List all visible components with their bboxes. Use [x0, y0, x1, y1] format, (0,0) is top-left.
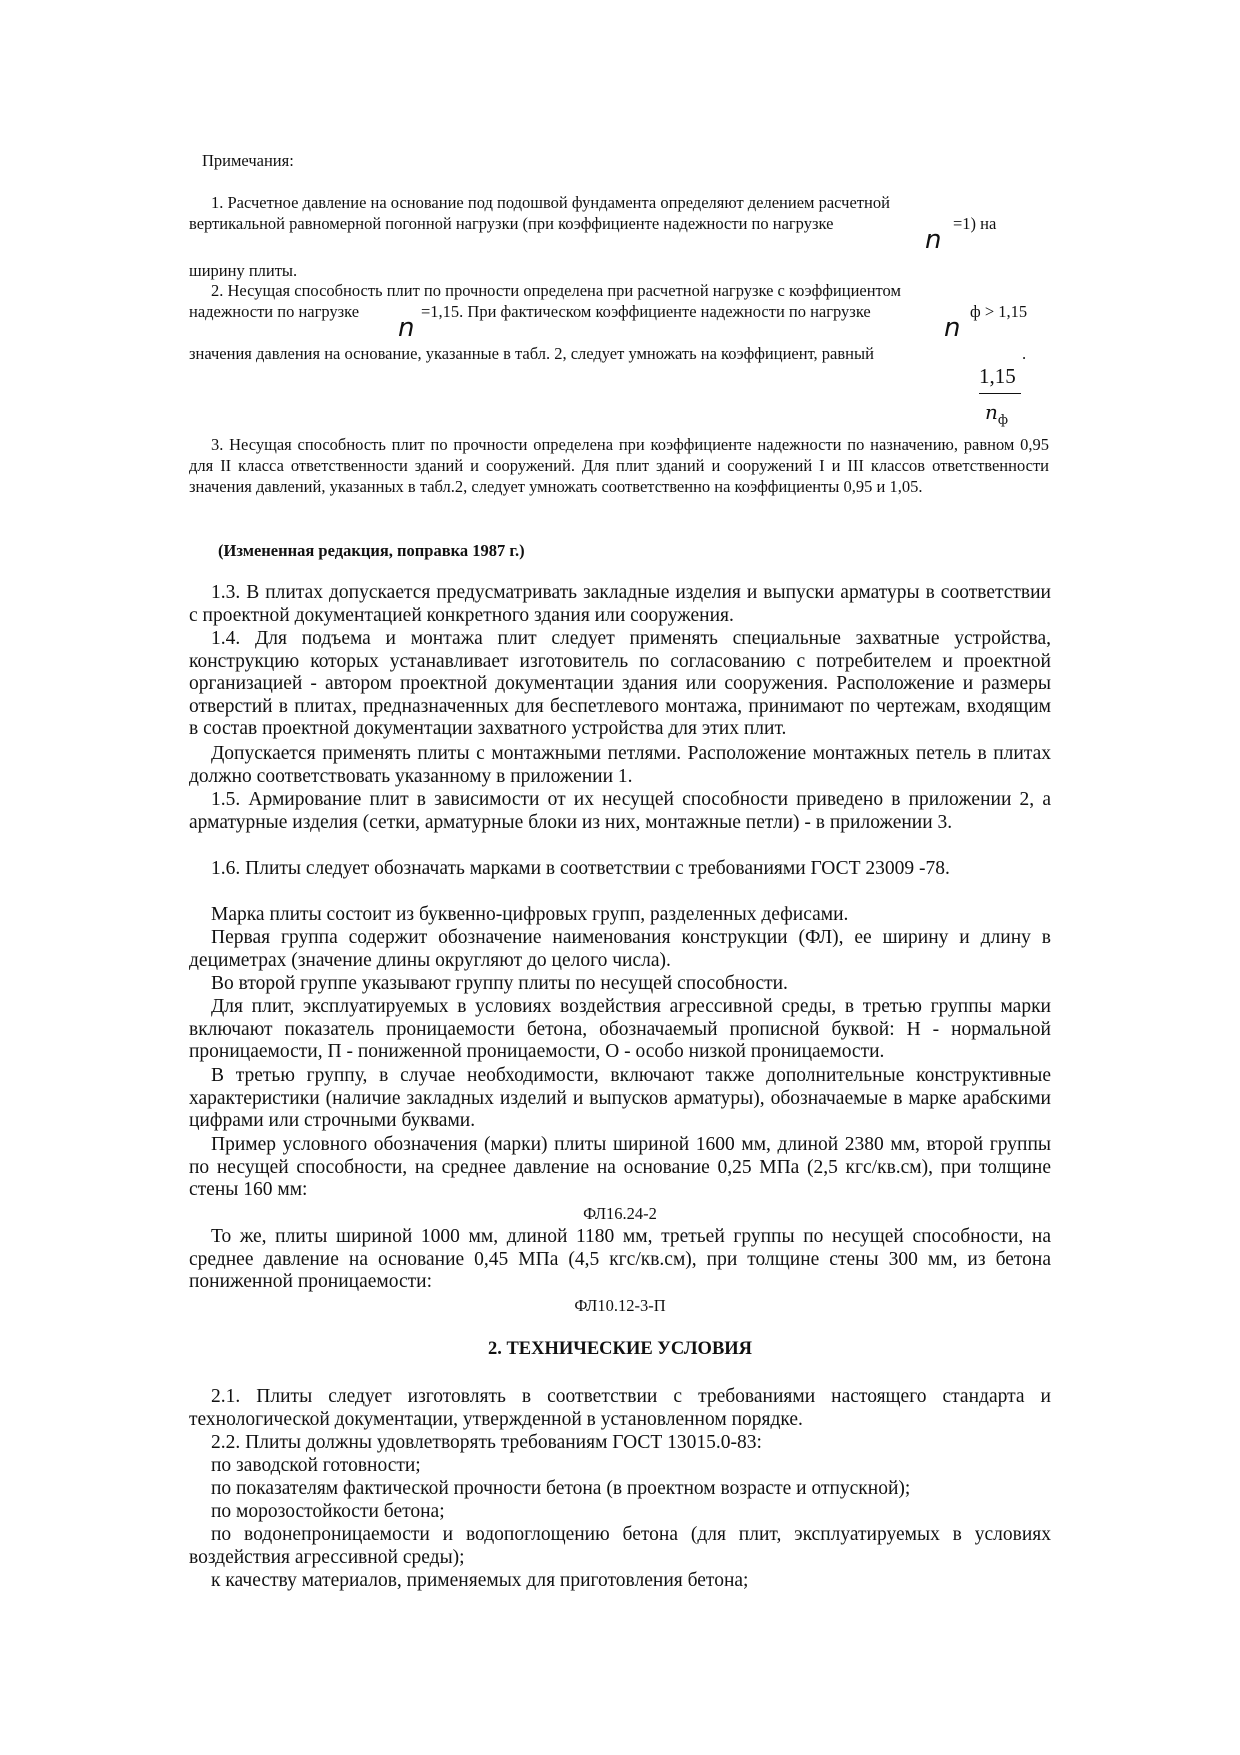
list-item: по заводской готовности; [211, 1455, 421, 1476]
note-1-line-2-end: =1) на [953, 214, 997, 233]
list-item: по морозостойкости бетона; [211, 1501, 445, 1522]
formula-n-symbol: n [925, 225, 942, 255]
paragraph-third-group: В третью группу, в случае необходимости, включают также дополнительные конструктивные характеристики (наличие закладных изделий и выпусков арматуры), обозначаемые в марке арабскими цифрами или строчными буквами. [189, 1065, 1051, 1132]
formula-n-symbol: n [398, 313, 415, 343]
paragraph-mark-structure: Марка плиты состоит из буквенно-цифровых групп, разделенных дефисами. [211, 904, 849, 925]
paragraph-1-5: 1.5. Армирование плит в зависимости от их несущей способности приведено в приложении 2, а арматурные изделия (сетки, арматурные блоки из них, монтажные петли) - в приложении 3. [189, 789, 1051, 833]
fraction-denominator-sub: ф [997, 413, 1009, 428]
note-2-line-2c: ф > 1,15 [970, 302, 1028, 321]
mark-example-1: ФЛ16.24-2 [583, 1204, 657, 1223]
list-item: по водонепроницаемости и водопоглощению бетона (для плит, эксплуатируемых в условиях воздействия агрессивной среды); [189, 1524, 1051, 1568]
amendment-note: (Измененная редакция, поправка 1987 г.) [218, 541, 525, 560]
note-2-line-3-end: . [1022, 344, 1027, 363]
paragraph-example-1: Пример условного обозначения (марки) плиты шириной 1600 мм, длиной 2380 мм, второй группы по несущей способности, на среднее давление на основание 0,25 МПа (2,5 кгс/кв.см), при толщине стены 160 мм: [189, 1134, 1051, 1201]
paragraph-1-3: 1.3. В плитах допускается предусматривать закладные изделия и выпуски арматуры в соответствии с проектной документацией конкретного здания или сооружения. [189, 582, 1051, 626]
notes-title: Примечания: [202, 151, 294, 170]
note-1-line-1: 1. Расчетное давление на основание под подошвой фундамента определяют делением расчетной [211, 193, 890, 212]
note-3: 3. Несущая способность плит по прочности определена при коэффициенте надежности по назначению, равном 0,95 для II класса ответственности зданий и сооружений. Для плит зданий и сооружений I и III классов ответственности значения давлений, указанных в табл.2, следует умножать соответственно на коэффициенты 0,95 и 1,05. [189, 435, 1049, 496]
list-item: к качеству материалов, применяемых для приготовления бетона; [211, 1570, 749, 1591]
paragraph-2-2: 2.2. Плиты должны удовлетворять требованиям ГОСТ 13015.0-83: [211, 1432, 762, 1453]
paragraph-aggressive-env: Для плит, эксплуатируемых в условиях воздействия агрессивной среды, в третью группы марки включают показатель проницаемости бетона, обозначаемый прописной буквой: Н - нормальной проницаемости, П - пониженной проницаемости, О - особо низкой проницаемости. [189, 996, 1051, 1063]
fraction-denominator [985, 400, 1008, 428]
paragraph-1-6: 1.6. Плиты следует обозначать марками в соответствии с требованиями ГОСТ 23009 -78. [211, 858, 950, 879]
section-2-heading: 2. ТЕХНИЧЕСКИЕ УСЛОВИЯ [487, 1339, 753, 1359]
note-1-line-2: вертикальной равномерной погонной нагрузки (при коэффициенте надежности по нагрузке [189, 214, 834, 233]
note-2-line-2a: надежности по нагрузке [189, 302, 360, 321]
paragraph-second-group: Во второй группе указывают группу плиты по несущей способности. [211, 973, 788, 994]
note-2-line-2b: =1,15. При фактическом коэффициенте надежности по нагрузке [421, 302, 871, 321]
mark-example-2: ФЛ10.12-3-П [574, 1296, 666, 1315]
paragraph-2-1: 2.1. Плиты следует изготовлять в соответствии с требованиями настоящего стандарта и технологической документации, утвержденной в установленном порядке. [189, 1386, 1051, 1430]
fraction-denominator-n: n [985, 400, 998, 424]
fraction-numerator: 1,15 [979, 364, 1016, 388]
note-2-line-1: 2. Несущая способность плит по прочности определена при расчетной нагрузке с коэффициентом [211, 281, 901, 300]
formula-n-symbol: n [944, 313, 961, 343]
paragraph-1-4: 1.4. Для подъема и монтажа плит следует применять специальные захватные устройства, конструкцию которых устанавливает изготовитель по согласованию с потребителем и проектной организацией - автором проектной документации здания или сооружения. Расположение и размеры отверстий в плитах, предназначенных для беспетлевого монтажа, принимают по чертежам, входящим в состав проектной документации захватного устройства для этих плит. [189, 628, 1051, 740]
paragraph-1-4-loops: Допускается применять плиты с монтажными петлями. Расположение монтажных петель в плитах должно соответствовать указанному в приложении 1. [189, 743, 1051, 787]
note-1-line-3: ширину плиты. [189, 261, 298, 280]
paragraph-example-2: То же, плиты шириной 1000 мм, длиной 1180 мм, третьей группы по несущей способности, на среднее давление на основание 0,45 МПа (4,5 кгс/кв.см), при толщине стены 300 мм, из бетона пониженной проницаемости: [189, 1226, 1051, 1293]
paragraph-first-group: Первая группа содержит обозначение наименования конструкции (ФЛ), ее ширину и длину в дециметрах (значение длины округляют до целого числа). [189, 927, 1051, 971]
fraction-bar [979, 393, 1021, 394]
list-item: по показателям фактической прочности бетона (в проектном возрасте и отпускной); [211, 1478, 911, 1499]
note-2-line-3: значения давления на основание, указанные в табл. 2, следует умножать на коэффициент, равный [189, 344, 874, 363]
